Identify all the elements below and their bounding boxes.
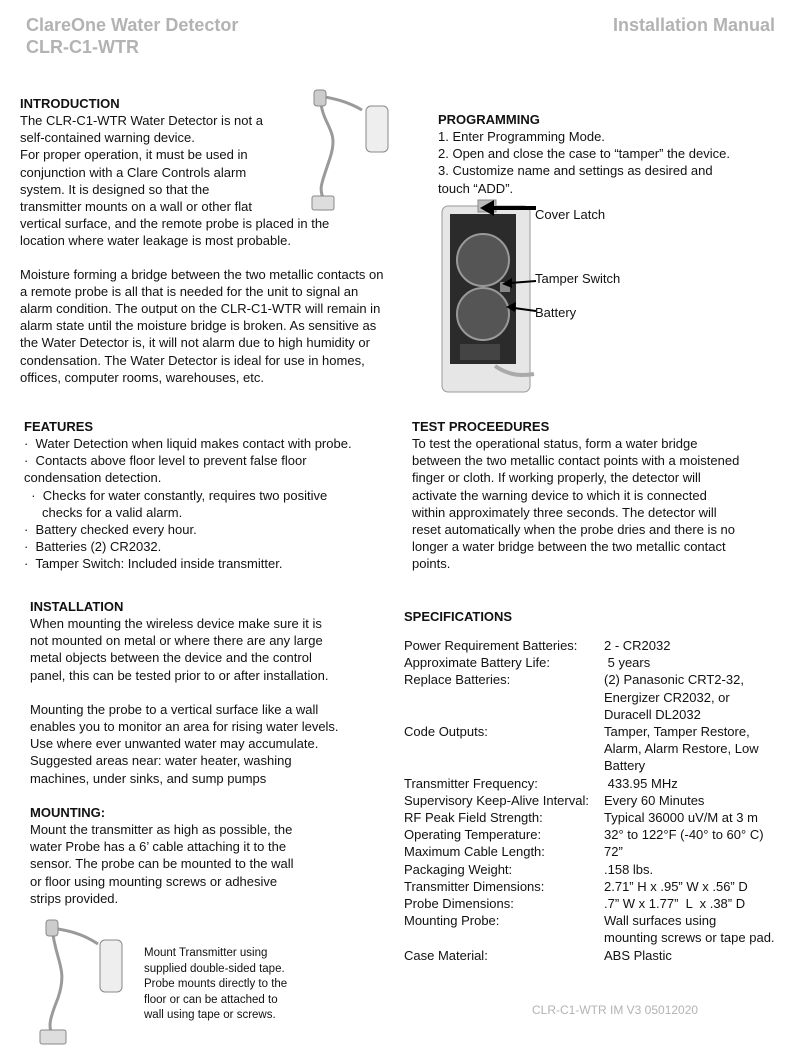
spec-value-line: Battery [604,758,646,774]
caption-line: floor or can be attached to [144,993,278,1006]
specifications-table [404,637,800,964]
spec-label: Transmitter Dimensions: [404,878,545,894]
spec-label: Mounting Probe: [404,913,500,929]
spec-value-line: .158 lbs. [604,861,654,877]
spec-label: Maximum Cable Length: [404,844,545,860]
spec-value [604,843,800,860]
test-line: finger or cloth. If working properly, the detector will [412,470,701,486]
title-line-2: CLR-C1-WTR [26,37,139,57]
installation-section [30,598,390,787]
caption-line: supplied double-sided tape. [144,962,285,975]
spec-label: Packaging Weight: [404,861,513,877]
introduction-heading: INTRODUCTION [20,96,120,111]
caption-line: Probe mounts directly to the [144,978,288,990]
spec-value-line: Typical 36000 uV/M at 3 m [604,810,758,826]
spec-row [404,843,800,860]
intro-line: location where water leakage is most probable. [20,233,291,249]
spec-label: Probe Dimensions: [404,896,514,912]
test-procedures-section [412,418,792,573]
spec-value [604,637,800,654]
programming-step: 2. Open and close the case to “tamper” the device. [438,146,730,162]
installation-line: not mounted on metal or where there are any large [30,633,323,649]
installation-line: Mounting the probe to a vertical surface like a wall [30,701,319,717]
mounting-illustration [30,918,130,1048]
spec-row [404,947,800,964]
intro-line: transmitter mounts on a wall or other flat [20,199,252,215]
test-line: reset automatically when the probe dries and there is no [412,522,736,538]
caption-line: Mount Transmitter using [144,947,268,959]
programming-step: 3. Customize name and settings as desired and [438,163,713,179]
spec-label: Approximate Battery Life: [404,655,550,671]
spec-row [404,723,800,775]
installation-line: When mounting the wireless device make sure it is [30,616,322,631]
water-detector-illustration [300,88,395,213]
features-section [24,418,394,573]
installation-line: panel, this can be tested prior to or after installation. [30,667,329,683]
doc-type-label: Installation Manual [612,15,775,35]
spec-value-line: 2 - CR2032 [604,638,671,653]
spec-row [404,637,800,654]
spec-row [404,775,800,792]
programming-section [438,111,778,197]
spec-value-line: 5 years [604,655,651,671]
feature-item: · Battery checked every hour. [24,522,197,538]
installation-line: enables you to monitor an area for rising water levels. [30,719,339,735]
spec-value-line: 433.95 MHz [604,775,678,791]
intro-line: The CLR-C1-WTR Water Detector is not a [20,113,263,128]
callout-cover-latch: Cover Latch [535,207,606,222]
spec-label: Power Requirement Batteries: [404,638,578,653]
spec-value [604,912,800,946]
spec-value-line: Tamper, Tamper Restore, [604,724,750,740]
callout-arrows [478,196,538,326]
spec-value [604,723,800,775]
spec-value-line: 72” [604,844,623,860]
feature-item: · Checks for water constantly, requires two positive [24,487,328,503]
mounting-line: or floor using mounting screws or adhesive [30,873,278,889]
mounting-line: strips provided. [30,890,119,906]
mounting-caption [144,946,287,1024]
spec-label: Code Outputs: [404,724,488,740]
feature-item: · Tamper Switch: Included inside transmitter. [24,556,283,572]
caption-line: wall using tape or screws. [144,1009,276,1021]
document-title [26,14,238,58]
intro-line: vertical surface, and the remote probe is placed in the [20,216,330,232]
footer-doc-id: CLR-C1-WTR IM V3 05012020 [532,1003,699,1017]
spec-value-line: (2) Panasonic CRT2-32, [604,672,744,688]
test-line: To test the operational status, form a water bridge [412,436,698,451]
callout-tamper-switch: Tamper Switch [535,271,621,286]
test-line: points. [412,556,451,572]
installation-line: Use where ever unwanted water may accumulate. [30,736,319,752]
feature-item: · Batteries (2) CR2032. [24,539,162,555]
spec-row [404,654,800,671]
feature-item: · Contacts above floor level to prevent false floor [24,453,307,469]
spec-row [404,671,800,723]
features-heading: FEATURES [24,419,94,434]
installation-heading: INSTALLATION [30,599,124,614]
spec-value [604,809,800,826]
specifications-section [404,608,800,964]
spec-value [604,775,800,792]
spec-label: Supervisory Keep-Alive Interval: [404,792,589,808]
spec-row [404,878,800,895]
installation-line: machines, under sinks, and sump pumps [30,770,267,786]
callout-battery: Battery [535,305,577,320]
spec-value [604,895,800,912]
programming-step: 1. Enter Programming Mode. [438,129,605,144]
intro-line: system. It is designed so that the [20,181,210,197]
installation-line: metal objects between the device and the control [30,650,312,666]
spec-label: RF Peak Field Strength: [404,810,543,826]
spec-label: Transmitter Frequency: [404,775,538,791]
mounting-heading: MOUNTING: [30,805,106,820]
spec-value-line: Energizer CR2032, or [604,689,730,705]
spec-row [404,809,800,826]
feature-item: · Water Detection when liquid makes contact with probe. [24,436,352,451]
spec-value [604,947,800,964]
spec-label: Replace Batteries: [404,672,511,688]
spec-label: Case Material: [404,947,488,963]
spec-row [404,792,800,809]
spec-value-line: Wall surfaces using [604,913,717,929]
spec-value [604,826,800,843]
spec-value [604,671,800,723]
mounting-section [30,804,390,907]
mounting-line: sensor. The probe can be mounted to the wall [30,856,294,872]
test-line: between the two metallic contact points with a moistened [412,453,740,469]
intro-line: conjunction with a Clare Controls alarm [20,164,247,180]
mounting-line: Mount the transmitter as high as possible, the [30,822,293,837]
programming-heading: PROGRAMMING [438,112,540,127]
test-line: activate the warning device to which it is connected [412,487,707,503]
spec-value-line: 32° to 122°F (-40° to 60° C) [604,827,764,843]
intro-paragraph-2: Moisture forming a bridge between the two metallic contacts on a remote probe is all that is needed for the unit to signal an alarm condition. The output on the CLR-C1-WTR will remain in alarm state until the moisture bridge is broken. As sensitive as the Water Detector is, it will not alarm due to high humidity or condensation. The Water Detector is ideal for use in homes, offices, computer rooms, warehouses, etc. [20,266,384,385]
spec-row [404,895,800,912]
feature-item: checks for a valid alarm. [24,504,183,520]
spec-row [404,861,800,878]
feature-item: condensation detection. [24,470,162,486]
intro-line: For proper operation, it must be used in [20,147,248,163]
spec-row [404,826,800,843]
spec-value [604,654,800,671]
spec-row [404,912,800,946]
spec-value [604,878,800,895]
spec-value-line: ABS Plastic [604,947,672,963]
spec-value-line: .7” W x 1.77” L x .38” D [604,896,746,912]
spec-value-line: Duracell DL2032 [604,706,701,722]
test-line: within approximately three seconds. The detector will [412,504,717,520]
spec-value-line: Alarm, Alarm Restore, Low [604,741,759,757]
spec-value-line: 2.71” H x .95” W x .56” D [604,878,748,894]
spec-label: Operating Temperature: [404,827,542,843]
programming-step: touch “ADD”. [438,180,514,196]
mounting-line: water Probe has a 6’ cable attaching it to the [30,839,287,855]
test-line: longer a water bridge between the two metallic contact [412,539,726,555]
title-line-1: ClareOne Water Detector [26,15,239,35]
installation-line: Suggested areas near: water heater, washing [30,753,292,769]
specifications-heading: SPECIFICATIONS [404,609,513,624]
spec-value-line: Every 60 Minutes [604,792,705,808]
spec-value [604,861,800,878]
spec-value [604,792,800,809]
spec-value-line: mounting screws or tape pad. [604,930,775,946]
test-heading: TEST PROCEEDURES [412,419,550,434]
intro-line: self-contained warning device. [20,130,195,146]
